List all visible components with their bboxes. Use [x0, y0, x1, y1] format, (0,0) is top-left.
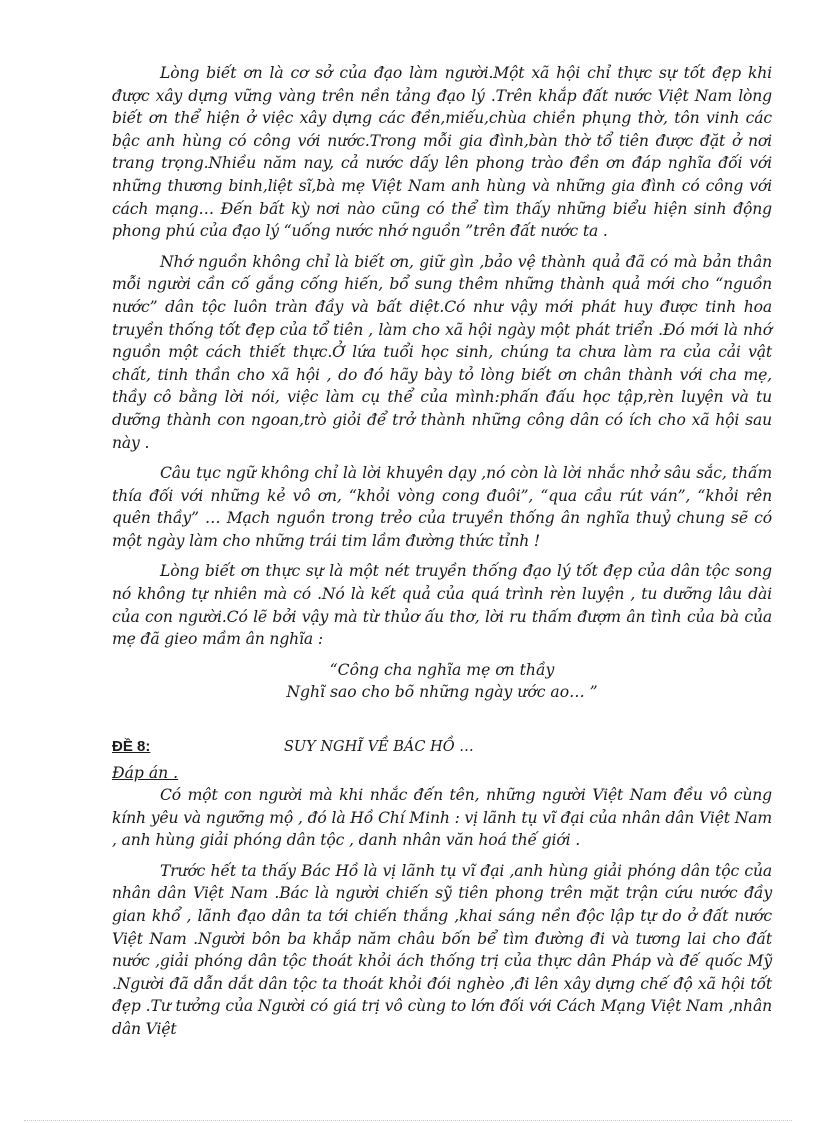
paragraph-gratitude-tradition: Lòng biết ơn thực sự là một nét truyền thống đạo lý tốt đẹp của dân tộc song nó không tự nhiên mà có .Nó là kết quả của quá trình rèn luyện , tu dưỡng lâu dài của con người.Có lẽ bởi vậy mà từ thủơ ấu thơ, lời ru thấm đượm ân tình của bà của mẹ đã gieo mầm ân nghĩa : [112, 562, 772, 649]
folk-verse [112, 659, 772, 704]
paragraph-remember-source: Nhớ nguồn không chỉ là biết ơn, giữ gìn ,bảo vệ thành quả đã có mà bản thân mỗi người cần cố gắng cống hiến, bổ sung thêm những thành quả mới cho “nguồn nước” dân tộc luôn tràn đầy và bất diệt.Có như vậy mới phát huy được tinh hoa truyền thống tốt đẹp của tổ tiên , làm cho xã hội ngày một phát triển .Đó mới là nhớ nguồn một cách thiết thực.Ở lứa tuổi học sinh, chúng ta chưa làm ra của cải vật chất, tinh thần cho xã hội , do đó hãy bày tỏ lòng biết ơn chân thành với cha mẹ, thầy cô bằng lời nói, việc làm cụ thể của mình:phấn đấu học tập,rèn luyện và tu dưỡng thành con ngoan,trò giỏi để trở thành những công dân có ích cho xã hội sau này . [112, 252, 772, 452]
section-label: ĐỀ 8: [112, 738, 151, 756]
page-bottom-divider [24, 1120, 792, 1121]
document-page [112, 62, 772, 1049]
paragraph-gratitude-foundation: Lòng biết ơn là cơ sở của đạo làm người.Một xã hội chỉ thực sự tốt đẹp khi được xây dựng vững vàng trên nền tảng đạo lý .Trên khắp đất nước Việt Nam lòng biết ơn thể hiện ở việc xây dựng các đền,miếu,chùa chiền phụng thờ, tôn vinh các bậc anh hùng có công với nước.Trong mỗi gia đình,bàn thờ tổ tiên được đặt ở nơi trang trọng.Nhiều năm nay, cả nước dấy lên phong trào đền ơn đáp nghĩa đối với những thương binh,liệt sĩ,bà mẹ Việt Nam anh hùng và những gia đình có công với cách mạng… Đến bất kỳ nơi nào cũng có thể tìm thấy những biểu hiện sinh động phong phú của đạo lý “uống nước nhớ nguồn ”trên đất nước ta . [112, 64, 772, 241]
folk-verse-line-2: Nghĩ sao cho bõ những ngày ước ao… ” [286, 683, 598, 702]
answer-label: Đáp án . [112, 764, 179, 783]
folk-verse-line-1: “Công cha nghĩa mẹ ơn thầy [329, 660, 555, 679]
paragraph-ho-chi-minh-intro: Có một con người mà khi nhắc đến tên, những người Việt Nam đều vô cùng kính yêu và ngưỡng mộ , đó là Hồ Chí Minh : vị lãnh tụ vĩ đại của nhân dân Việt Nam , anh hùng giải phóng dân tộc , danh nhân văn hoá thế giới . [112, 786, 772, 850]
section-heading [112, 736, 772, 758]
section-title-wrapper [284, 736, 474, 758]
paragraph-proverb-warning: Câu tục ngữ không chỉ là lời khuyên dạy ,nó còn là lời nhắc nhở sâu sắc, thấm thía đối với những kẻ vô ơn, “khỏi vòng cong đuôi”, “qua cầu rút ván”, “khỏi rên quên thầy” … Mạch nguồn trong trẻo của truyền thống ân nghĩa thuỷ chung sẽ có một ngày làm cho những trái tim lầm đường thức tỉnh ! [112, 464, 772, 550]
section-title: SUY NGHĨ VỀ BÁC HỒ … [284, 739, 474, 756]
paragraph-ho-chi-minh-leader: Trước hết ta thấy Bác Hồ là vị lãnh tụ vĩ đại ,anh hùng giải phóng dân tộc của nhân dân Việt Nam .Bác là người chiến sỹ tiên phong trên mặt trận cứu nước đầy gian khổ , lãnh đạo dân ta tới chiến thắng ,khai sáng nền độc lập tự do ở đất nước Việt Nam .Người bôn ba khắp năm châu bốn bể tìm đường đi và tương lai cho đất nước ,giải phóng dân tộc thoát khỏi ách thống trị của thực dân Pháp và đế quốc Mỹ .Người đã dẫn dắt dân tộc ta thoát khỏi đói nghèo ,đi lên xây dựng chế độ xã hội tốt đẹp .Tư tưởng của Người có giá trị vô cùng to lớn đối với Cách Mạng Việt Nam ,nhân dân Việt [112, 861, 772, 1038]
